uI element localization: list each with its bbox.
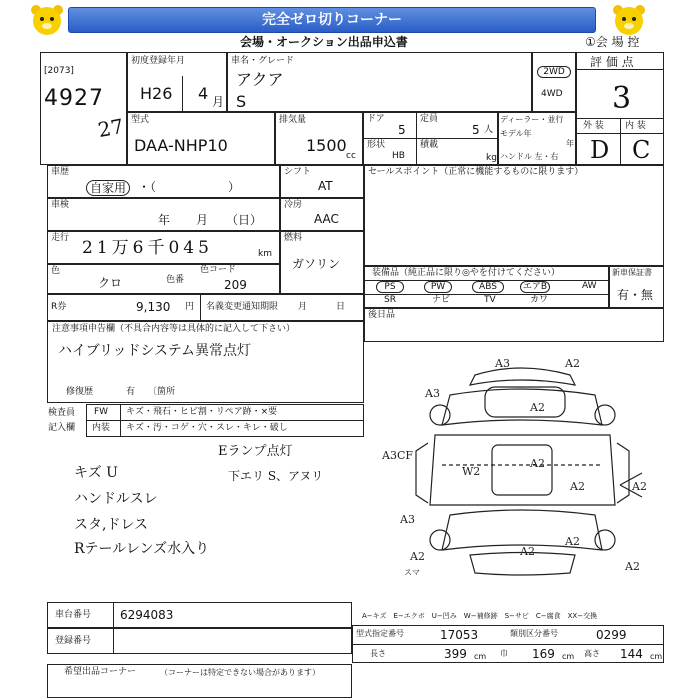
shaken-day: （日） [226,213,263,227]
venue-copy: ①会 場 控 [585,35,640,49]
seat-value: 5 [472,123,480,137]
year-unit: 年 [566,139,574,148]
color-code-label: 色番 [166,275,185,285]
interior-items: キズ・汚・コゲ・穴・スレ・キレ・破し [126,423,288,433]
equip-tv: TV [484,295,496,305]
notice-label: 注意事項申告欄（不具合内容等は具体的に記入して下さい） [52,324,296,334]
shape-value: HB [392,151,405,161]
desired-note: （コーナーは特定できない場合があります） [160,668,320,677]
drive-2wd: 2WD [537,66,571,78]
recycle-value: 9,130 [136,300,171,314]
desired-label: 希望出品コーナー [64,667,137,677]
model-no: 17053 [440,628,479,642]
class-no: 0299 [596,628,627,642]
rear-label: 後日品 [368,310,396,320]
handnote-1: キズ U [74,465,118,481]
handnote-3: スタ,ドレス [74,517,149,533]
fw-items: キズ・飛石・ヒビ割・リペア跡・×要 [126,407,278,417]
inspector-label: 検査員 [48,408,76,418]
diagram-mark: A3 [425,387,440,400]
warranty-value: 有・無 [617,288,654,302]
load-unit: kg [486,153,497,163]
auction-header: 会場・オークション出品申込書 [240,35,408,49]
int-label: 内 装 [625,121,646,131]
sales-point-label: セールスポイント（正常に機能するものに限ります） [368,167,584,177]
disp-value: 1500 [306,136,347,155]
usage-label: 車歴 [51,167,70,177]
sales-point-box [364,165,664,266]
door-value: 5 [398,123,406,137]
reg-month-unit: 月 [212,95,225,109]
equip-aw: AW [582,281,597,291]
diagram-mark: A3CF [382,449,413,462]
diagram-mark: A2 [570,480,585,493]
reg-year: H26 [140,84,173,103]
width-unit: cm [562,652,575,661]
rear-box [364,308,664,342]
color-code-label2: 色コード [200,265,237,275]
interior-tag: 内装 [92,423,111,433]
diagram-mark: A3 [495,357,510,370]
small-number: [2073] [44,66,74,76]
warranty-label: 新車保証書 [612,268,652,277]
height-value: 144 [620,647,643,661]
length-value: 399 [444,647,467,661]
shape-label: 形状 [367,140,386,150]
notice-day: 日 [336,302,346,312]
diagram-mark: スマ [404,568,420,577]
aircon-label: 冷房 [284,200,303,210]
model-label: 型式 [131,115,150,125]
equip-ps: PS [376,281,404,293]
lot-number: 4927 [44,86,104,111]
shaken-label: 車検 [51,200,70,210]
color-value: クロ [98,276,123,290]
model-value: DAA-NHP10 [134,136,228,155]
mascot-left-icon [28,3,66,37]
reg-label: 初度登録年月 [131,56,186,66]
equip-abs: ABS [472,281,504,293]
chassis-box [47,602,352,628]
notice-month: 月 [298,302,308,312]
car-damage-diagram [380,355,672,590]
shaken-year: 年 [158,213,171,227]
reg-month: 4 [198,84,209,103]
equipment-label: 装備品（純正品に限り◎やを付けてください） [372,268,560,278]
handnote-5: Eランプ点灯 [218,444,293,459]
handle-label: ハンドル 左・右 [500,152,559,161]
reg-no-label: 登録番号 [55,636,92,646]
width-label: 巾 [500,649,508,658]
repair-part: 〔箇所 [148,387,176,397]
length-label: 長さ [370,649,386,658]
aircon-value: AAC [314,212,339,226]
diagram-mark: A2 [632,480,647,493]
dealer-label: ディーラー・並行 [500,115,564,124]
length-unit: cm [474,652,487,661]
mileage-value: 21万6千045 [82,238,213,258]
class-no-label: 類別区分番号 [510,629,558,638]
mileage-label: 走行 [51,233,70,243]
usage-value: 自家用 [86,180,130,196]
name-label: 車名・グレード [231,56,295,66]
color-label: 色 [51,266,61,276]
handnote-2: ハンドルスレ [74,491,158,507]
equip-navi: ナビ [432,295,451,305]
shaken-month: 月 [196,213,209,227]
handnote-6: 下エリ S、アヌリ [228,469,324,483]
seat-label: 定員 [420,114,439,124]
equip-airbag: エアB [520,281,550,293]
diagram-mark: A2 [410,550,425,563]
notice-date-label: 名義変更通知期限 [206,302,279,312]
model-no-label: 型式指定番号 [356,629,404,638]
diagram-mark: A2 [530,457,545,470]
equip-leather: カワ [530,295,549,305]
width-value: 169 [532,647,555,661]
ext-score: D [590,136,610,164]
overall-score: 3 [612,81,632,116]
shift-label: シフト [284,167,312,177]
disp-label: 排気量 [279,115,307,125]
car-name: アクア [236,70,284,89]
banner-title: 完全ゼロ切りコーナー [68,7,596,33]
diagram-mark: W2 [462,465,481,478]
equip-sr: SR [384,295,396,305]
handnote-4: Rテールレンズ水入り [74,541,210,557]
legend: A−キズ E−エクボ U−凹み W−補修跡 S−サビ C−腐食 XX−交換 [362,612,598,620]
int-score: C [632,136,651,164]
diagram-mark: A3 [400,513,415,526]
fuel-label: 燃料 [284,233,303,243]
chassis-value: 6294083 [120,608,174,622]
drive-box [532,52,576,112]
registration-no-box [47,628,352,654]
entry-label: 記入欄 [48,423,76,433]
fuel-value: ガソリン [292,257,341,271]
fw-tag: FW [94,407,109,417]
hand-mark: 27 [96,113,126,143]
color-code: 209 [224,278,247,292]
mascot-right-icon [610,3,648,37]
notice-text: ハイブリッドシステム異常点灯 [58,343,252,359]
diagram-mark: A2 [530,401,545,414]
equip-pw: PW [424,281,452,293]
diagram-mark: A2 [520,545,535,558]
diagram-mark: A2 [565,535,580,548]
usage-rest: ・（ ） [138,180,241,194]
height-unit: cm [650,652,663,661]
height-label: 高さ [584,649,600,658]
door-label: ドア [367,114,385,124]
model-year-label: モデル年 [500,129,532,138]
repair-value: 有 [126,387,136,397]
diagram-mark: A2 [625,560,640,573]
ext-label: 外 装 [583,121,604,131]
chassis-label: 車台番号 [55,610,92,620]
car-grade: S [236,92,247,111]
drive-4wd: 4WD [541,89,563,99]
seat-unit: 人 [484,125,494,135]
diagram-mark: A2 [565,357,580,370]
repair-label: 修復歴 [66,387,94,397]
disp-unit: cc [346,151,356,161]
recycle-label: R券 [51,302,67,312]
mileage-unit: km [258,249,272,259]
score-label: 評 価 点 [590,55,634,69]
shift-value: AT [318,179,333,193]
load-label: 積載 [420,140,439,150]
recycle-unit: 円 [185,302,195,312]
